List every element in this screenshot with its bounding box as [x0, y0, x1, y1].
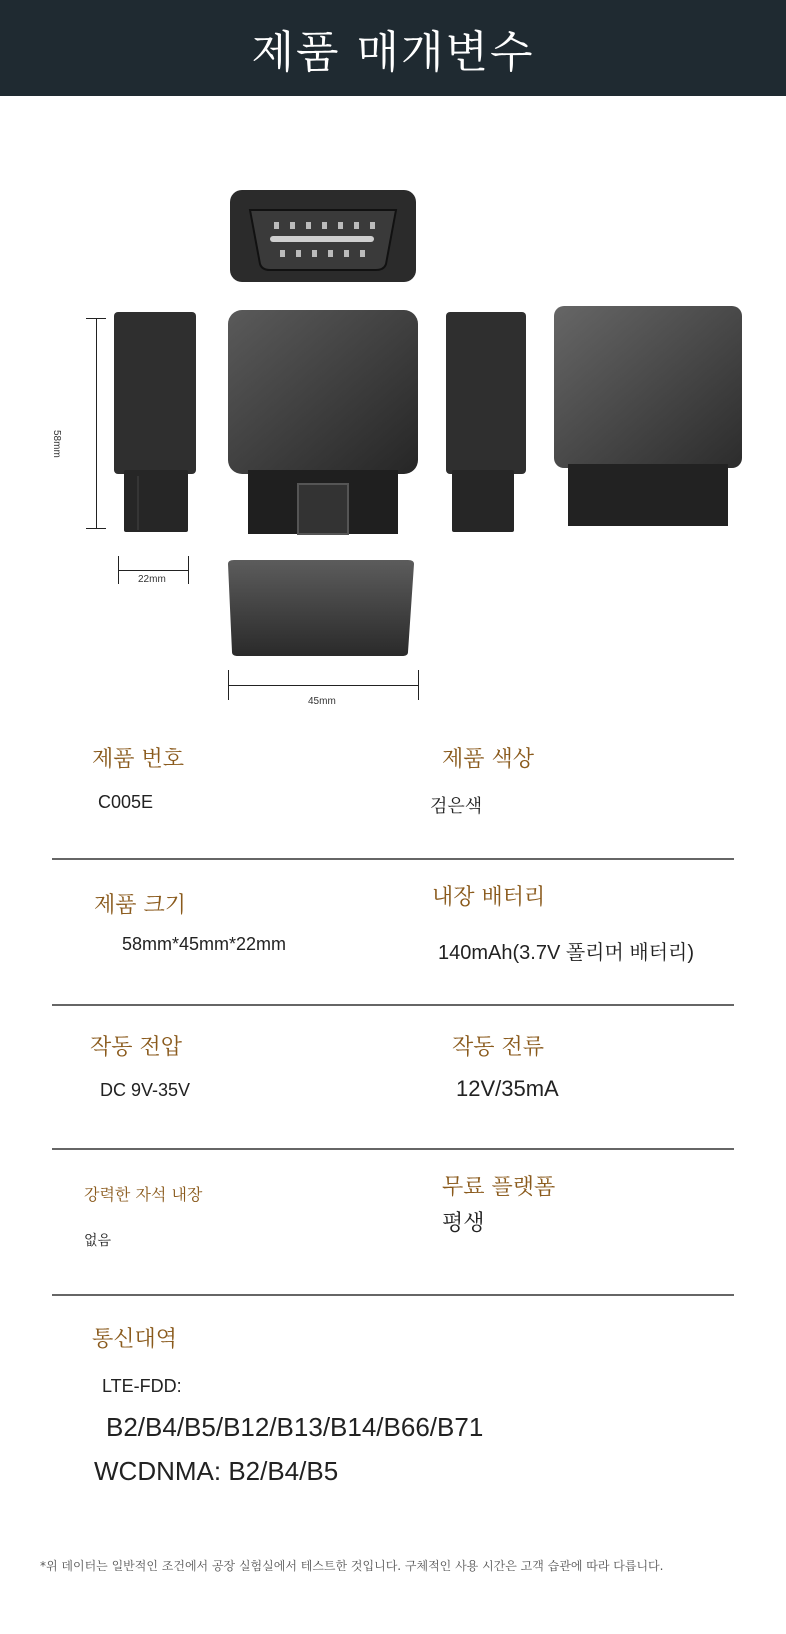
current-value: 12V/35mA [456, 1076, 559, 1101]
device-top-view [228, 188, 418, 284]
current-label: 작동 전류 [452, 1035, 545, 1060]
device-side-view-right [444, 310, 528, 536]
platform-value: 평생 [442, 1210, 485, 1235]
divider [52, 1148, 734, 1150]
lte-label: LTE-FDD: [102, 1376, 182, 1396]
device-bottom-view [224, 558, 418, 658]
device-side-view-left [112, 310, 200, 536]
depth-dimension-cap-right [188, 556, 189, 584]
width-dimension-cap-right [418, 670, 419, 700]
battery-label: 내장 배터리 [432, 885, 546, 910]
magnet-value: 없음 [84, 1232, 112, 1248]
size-label: 제품 크기 [94, 893, 187, 918]
depth-dimension-cap-left [118, 556, 119, 584]
footer-note: *위 데이터는 일반적인 조건에서 공장 실험실에서 테스트한 것입니다. 구체적인 사용 시간은 고객 습관에 따라 다릅니다. [40, 1559, 664, 1573]
width-dimension-line [228, 685, 418, 686]
height-dimension-cap-top [86, 318, 106, 319]
depth-dimension-label: 22mm [138, 574, 166, 585]
platform-label: 무료 플랫폼 [442, 1175, 556, 1200]
color-label: 제품 색상 [442, 747, 535, 772]
device-back-view [552, 304, 744, 530]
divider [52, 1294, 734, 1296]
divider [52, 858, 734, 860]
device-front-view [226, 308, 420, 538]
height-dimension-line [96, 318, 97, 528]
wcdma-bands-value: WCDNMA: B2/B4/B5 [94, 1456, 339, 1486]
color-value: 검은색 [430, 796, 483, 816]
model-label: 제품 번호 [92, 747, 185, 772]
page-header [0, 0, 786, 96]
width-dimension-label: 45mm [308, 696, 336, 707]
lte-bands-value: B2/B4/B5/B12/B13/B14/B66/B71 [106, 1412, 484, 1442]
voltage-label: 작동 전압 [90, 1035, 183, 1060]
battery-value: 140mAh(3.7V 폴리머 배터리) [438, 942, 694, 964]
voltage-value: DC 9V-35V [100, 1080, 191, 1100]
size-value: 58mm*45mm*22mm [122, 934, 287, 954]
model-value: C005E [98, 792, 154, 812]
magnet-label: 강력한 자석 내장 [84, 1185, 203, 1204]
band-label: 통신대역 [92, 1327, 178, 1352]
height-dimension-cap-bottom [86, 528, 106, 529]
height-dimension-label: 58mm [51, 430, 62, 458]
page-title: 제품 매개변수 [251, 27, 535, 78]
width-dimension-cap-left [228, 670, 229, 700]
depth-dimension-line [118, 570, 188, 571]
divider [52, 1004, 734, 1006]
product-dimension-figure [0, 180, 786, 720]
